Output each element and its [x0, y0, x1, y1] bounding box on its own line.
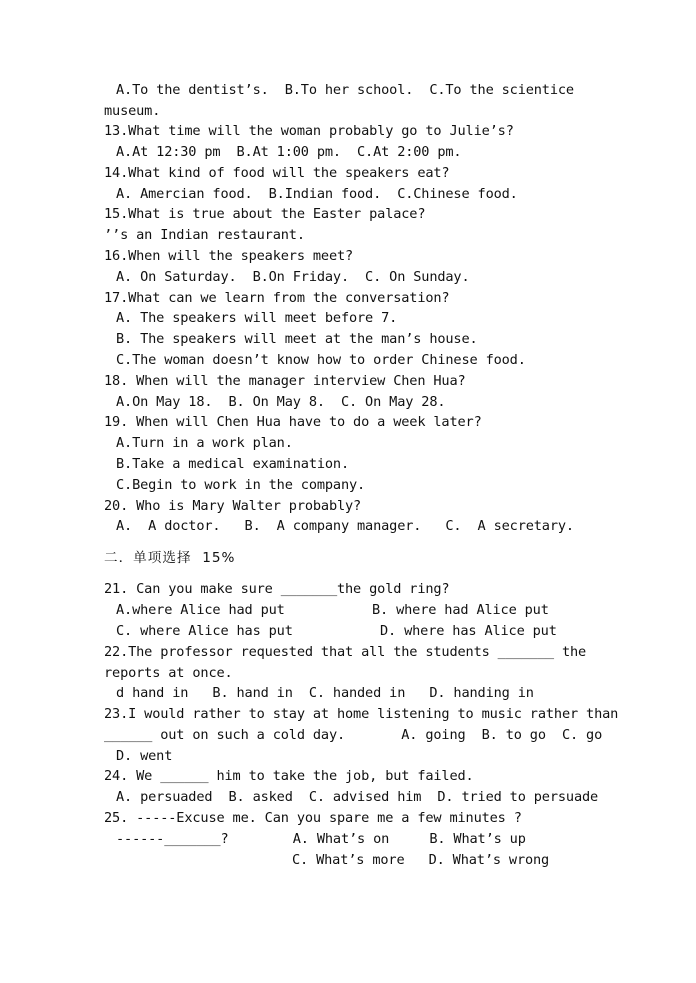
q16-question: 16.When will the speakers meet? [104, 248, 354, 264]
q14-options: A. Amercian food. B.Indian food. C.Chinese food. [116, 186, 518, 202]
q23-option-d: D. went [116, 748, 173, 764]
q21-option-c: C. where Alice has put [116, 623, 293, 639]
q25-options-cont: C. What’s more D. What’s wrong [292, 852, 550, 868]
q12-options: A.To the dentist’s. B.To her school. C.To the scientice [116, 82, 574, 98]
q23-question-cont: ______ out on such a cold day. A. going B. to go C. go [104, 727, 603, 743]
q25-question: 25. -----Excuse me. Can you spare me a few minutes ? [104, 810, 522, 826]
q15-question: 15.What is true about the Easter palace? [104, 206, 426, 222]
q17-option-a: A. The speakers will meet before 7. [116, 310, 398, 326]
q24-question: 24. We ______ him to take the job, but failed. [104, 768, 474, 784]
q15-options: ’’s an Indian restaurant. [104, 227, 305, 243]
q18-question: 18. When will the manager interview Chen Hua? [104, 373, 466, 389]
q17-option-c: C.The woman doesn’t know how to order Chinese food. [116, 352, 526, 368]
q19-question: 19. When will Chen Hua have to do a week later? [104, 414, 482, 430]
q21-option-b: B. where had Alice put [372, 602, 549, 618]
q22-question: 22.The professor requested that all the students _______ the [104, 644, 587, 660]
q25-response-options: ------_______? A. What’s on B. What’s up [116, 831, 526, 847]
q24-options: A. persuaded B. asked C. advised him D. tried to persuade [116, 789, 599, 805]
q14-question: 14.What kind of food will the speakers eat? [104, 165, 450, 181]
q22-question-cont: reports at once. [104, 665, 233, 681]
q20-options: A. A doctor. B. A company manager. C. A secretary. [116, 518, 574, 534]
q13-options: A.At 12:30 pm B.At 1:00 pm. C.At 2:00 pm. [116, 144, 462, 160]
q19-option-a: A.Turn in a work plan. [116, 435, 293, 451]
q19-option-c: C.Begin to work in the company. [116, 477, 366, 493]
q21-question: 21. Can you make sure _______the gold ring? [104, 581, 450, 597]
q13-question: 13.What time will the woman probably go to Julie’s? [104, 123, 514, 139]
q17-question: 17.What can we learn from the conversation? [104, 290, 450, 306]
q20-question: 20. Who is Mary Walter probably? [104, 498, 362, 514]
q23-question: 23.I would rather to stay at home listening to music rather than [104, 706, 619, 722]
q17-option-b: B. The speakers will meet at the man’s house. [116, 331, 478, 347]
q12-options-cont: museum. [104, 103, 161, 119]
q21-option-d: D. where has Alice put [380, 623, 557, 639]
section-heading: 二．单项选择 15% [104, 550, 236, 566]
q16-options: A. On Saturday. B.On Friday. C. On Sunday. [116, 269, 470, 285]
q21-option-a: A.where Alice had put [116, 602, 285, 618]
q22-options: d hand in B. hand in C. handed in D. handing in [116, 685, 534, 701]
q19-option-b: B.Take a medical examination. [116, 456, 349, 472]
q18-options: A.On May 18. B. On May 8. C. On May 28. [116, 394, 446, 410]
